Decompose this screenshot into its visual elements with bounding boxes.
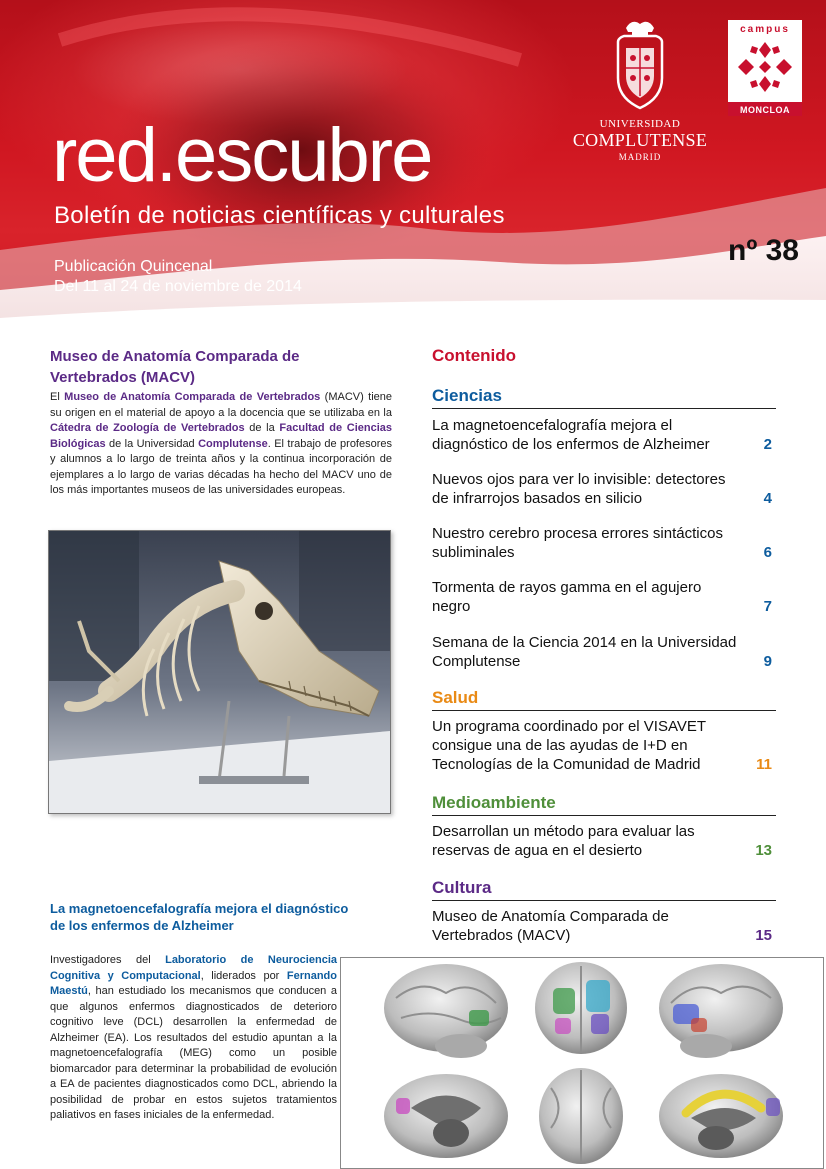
university-seal-icon <box>612 18 668 114</box>
brain-medial-left <box>384 1074 508 1158</box>
brain-images-panel <box>340 957 824 1169</box>
article-macv-body <box>50 390 392 499</box>
toc-section-cultura: Cultura <box>432 878 776 901</box>
highlighted-term: Museo de Anatomía Comparada de Vertebrados <box>64 391 321 403</box>
highlighted-term: Complutense <box>198 437 268 450</box>
campus-word: campus <box>740 24 790 35</box>
article-alzheimer-title[interactable]: La magnetoencefalografía mejora el diagnóstico de los enfermos de Alzheimer <box>50 901 349 933</box>
newsletter-title: red.escubre <box>52 113 432 198</box>
toc-item-title: Un programa coordinado por el VISAVET consigue una de las ayudas de I+D en Tecnologías de la Comunidad de Madrid <box>432 718 706 773</box>
toc-heading: Contenido <box>432 346 517 365</box>
brain-superior <box>539 1068 623 1164</box>
brain-lateral-right <box>659 964 783 1058</box>
issue-number: nº 38 <box>728 234 799 267</box>
newsletter-subtitle: Boletín de noticias científicas y culturales <box>54 202 505 229</box>
toc-item-title: Tormenta de rayos gamma en el agujero negro <box>432 579 702 615</box>
toc-item[interactable] <box>432 907 772 945</box>
body-text: (MACV) tiene su origen en el material de apoyo a la docencia que se utilizaba en la <box>50 391 393 419</box>
article-macv-title[interactable]: Museo de Anatomía Comparada de Vertebrados (MACV) <box>50 348 300 386</box>
toc-item-title: Nuestro cerebro procesa errores sintácticos subliminales <box>432 525 723 561</box>
toc-item[interactable] <box>432 416 772 454</box>
body-text: . El trabajo de profesores y alumnos a lo largo de treinta años y la continua incorporación de ejemplares a lo largo de varias décadas ha hecho del MACV uno de los más importantes museos de las universidades europeas. <box>50 437 393 496</box>
toc-item-title: Semana de la Ciencia 2014 en la Universidad Complutense <box>432 634 737 670</box>
toc-section-ciencias: Ciencias <box>432 386 776 409</box>
body-text: de la <box>244 422 280 434</box>
toc-item[interactable] <box>432 717 772 774</box>
body-text: El <box>50 391 65 403</box>
toc-section-medioambiente: Medioambiente <box>432 793 776 816</box>
university-line1: UNIVERSIDAD <box>599 118 681 130</box>
toc-item-page-number: 7 <box>763 598 772 615</box>
campus-emblem-icon <box>738 38 792 96</box>
publication-frequency: Publicación Quincenal <box>54 258 213 275</box>
toc-item-page-number: 2 <box>763 436 772 453</box>
campus-moncloa-label: MONCLOA <box>740 105 790 115</box>
toc-item[interactable] <box>432 633 772 671</box>
toc-item-title: Desarrollan un método para evaluar las reservas de agua en el desierto <box>432 823 695 859</box>
highlighted-term: Facultad de Ciencias Biológicas <box>50 422 392 450</box>
toc-item-page-number: 11 <box>756 756 772 773</box>
body-text: , liderados por <box>200 969 287 982</box>
museum-skeleton-photo <box>48 530 391 814</box>
toc-item-page-number: 4 <box>763 490 772 507</box>
toc-item-page-number: 9 <box>763 653 772 670</box>
university-line2: COMPLUTENSE <box>572 130 708 150</box>
brain-medial-right <box>659 1074 783 1158</box>
highlighted-term: Cátedra de Zoología de Vertebrados <box>50 422 245 434</box>
toc-item-page-number: 15 <box>755 927 772 944</box>
campus-moncloa-logo <box>728 20 802 116</box>
header-banner <box>0 0 826 330</box>
university-line3: MADRID <box>618 152 662 162</box>
toc-item[interactable] <box>432 470 772 508</box>
body-text: Investigadores del <box>50 954 166 966</box>
article-alzheimer-body <box>50 953 337 1124</box>
toc-item[interactable] <box>432 578 772 616</box>
brain-lateral-left <box>384 964 508 1058</box>
body-text: de la Universidad <box>105 437 199 450</box>
toc-item-page-number: 13 <box>755 842 772 859</box>
highlighted-term: Laboratorio de Neurociencia Cognitiva y Computacional <box>50 954 337 982</box>
highlighted-term: Fernando Maestú <box>50 969 337 997</box>
brain-posterior <box>535 962 627 1054</box>
toc-section-salud: Salud <box>432 688 776 711</box>
publication-dates: Del 11 al 24 de noviembre de 2014 <box>54 278 302 295</box>
toc-item[interactable] <box>432 524 772 562</box>
toc-item-page-number: 6 <box>763 544 772 561</box>
body-text: , han estudiado los mecanismos que conducen a que algunos enfermos diagnosticados de deterioro cognitivo leve (DCL) desarrollen la enfermedad de Alzheimer (EA). Los resultados del estudio apuntan a la magnetoencefalografía (MEG) como un posible biomarcador para determinar la probabilidad de evolución a EA de pacientes diagnosticados como DCL, abriendo la posibilidad de probar en estos sujetos tratamientos paliativos en fases iniciales de la enfermedad. <box>50 985 337 1121</box>
university-logo <box>560 18 720 162</box>
toc-item-title: Nuevos ojos para ver lo invisible: detectores de infrarrojos basados en silicio <box>432 471 726 507</box>
toc-item-title: Museo de Anatomía Comparada de Vertebrados (MACV) <box>432 908 669 944</box>
toc-item-title: La magnetoencefalografía mejora el diagnóstico de los enfermos de Alzheimer <box>432 417 710 453</box>
toc-item[interactable] <box>432 822 772 860</box>
